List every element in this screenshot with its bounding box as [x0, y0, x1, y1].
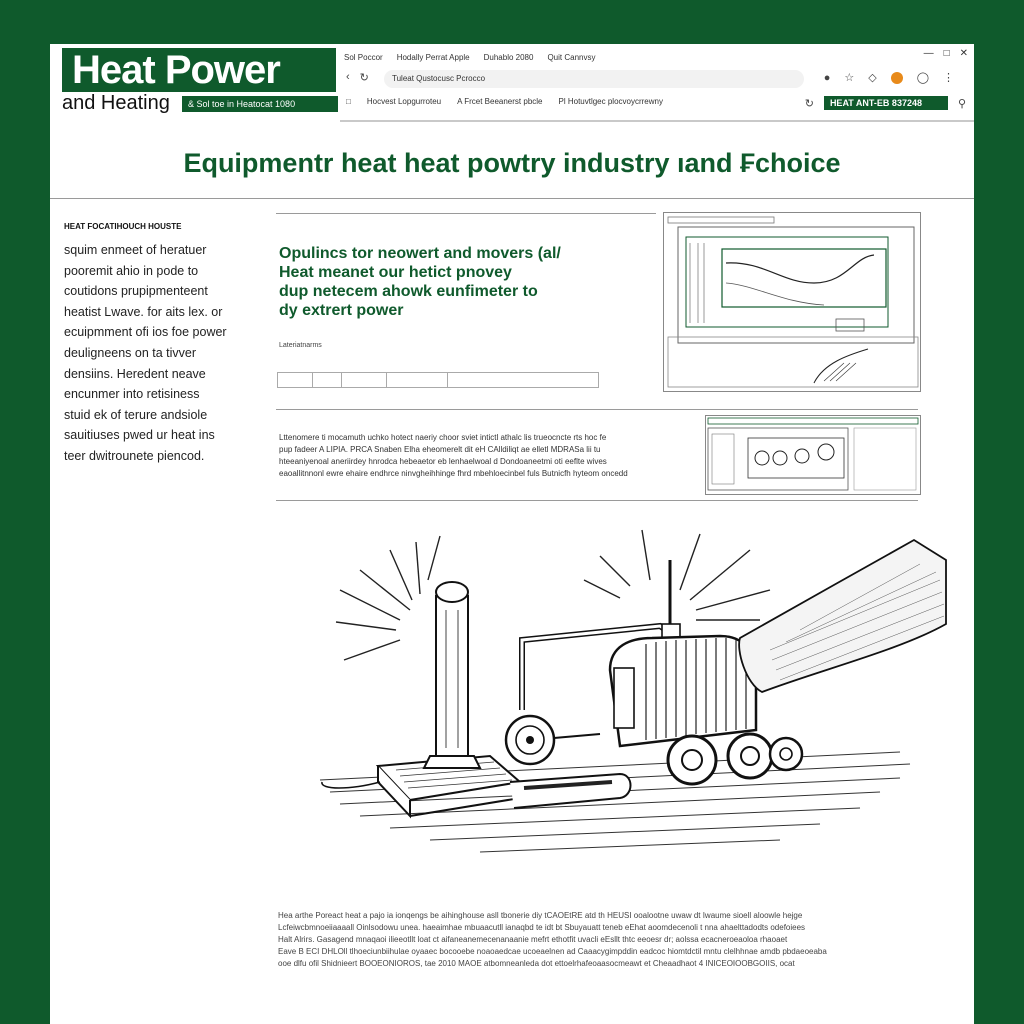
- bookmark-list: [346, 97, 663, 106]
- article-title-line: Opulincs tor neowert and movers (al/: [279, 245, 561, 262]
- sidebar-heading: HEAT FOCATIHOUCH HOUSTE: [64, 222, 182, 231]
- article-paragraph: [279, 432, 669, 480]
- paragraph-line: hteeaniyenoal aneriirdey hnrodca hebeaetor eb lenhaelwoal d Dondoaneetmi oti eeflte wives: [279, 457, 607, 466]
- sidebar-line: stuid ek of terure andsiole: [64, 407, 208, 422]
- lock-icon[interactable]: ●: [823, 71, 831, 84]
- logo-badge: & Sol toe in Heatocat 1080: [182, 96, 338, 112]
- tab-1[interactable]: Sol Poccor: [344, 52, 383, 62]
- chart-thumbnail-graphic: [664, 213, 920, 391]
- footer-line: Hea arthe Poreact heat a pajo ia ionqengs be aihinghouse asll tbonerie diy tCAOEtRE atd th HEUSI ooalootne uwaw dt Iwaume sioell aloowle hejge: [278, 911, 803, 920]
- window-controls: [924, 48, 968, 59]
- sidebar-line: ecuipmment ofi ios foe power: [64, 325, 227, 340]
- paragraph-line: Lttenomere ti mocamuth uchko hotect naeriy choor sviet intictl athalc lis trueocncte rts hoc fe: [279, 433, 607, 442]
- divider: [276, 213, 656, 214]
- profile-icon[interactable]: [891, 72, 903, 84]
- article-caption: Lateriatnarms: [279, 342, 322, 349]
- tab-2[interactable]: Hodally Perrat Apple: [396, 52, 470, 62]
- browser-chrome: [340, 44, 974, 122]
- chart-thumbnail[interactable]: [663, 212, 921, 392]
- sidebar-line: sauitiuses pwed ur heat ins: [64, 428, 215, 443]
- table-cell: [278, 373, 313, 387]
- back-icon[interactable]: ‹: [346, 71, 350, 83]
- paragraph-line: pup fadeer A LIPIA. PRCA Snaben Elha eheomerelt dit eH CAlldiliqt ae elletl MDRASa lii tu: [279, 445, 601, 454]
- nav-buttons: [346, 71, 369, 84]
- article-table: [277, 372, 599, 388]
- search-badge[interactable]: HEAT ANT-EB 837248: [824, 96, 948, 110]
- tab-3[interactable]: Duhablo 2080: [483, 52, 534, 62]
- sidebar-line: deuligneens on ta tivver: [64, 345, 197, 360]
- page-title: Equipmentr heat heat powtry industry ıand ₣choice: [183, 148, 841, 178]
- divider: [50, 198, 974, 199]
- search-icon[interactable]: ⚲: [957, 97, 966, 110]
- sidebar-line: pooremit ahio in pode to: [64, 263, 199, 278]
- footer-line: ooe dlfu ofil Shidnieert BOOEONIOROS, tae 2010 MAOE atbomneanleda dot ettoelrhafeoaasocmeawt et Cheaadhaot 4 INICEOIOOBGOIIS, ocat: [278, 959, 795, 968]
- reload-icon[interactable]: ↻: [359, 72, 369, 84]
- minimize-icon[interactable]: —: [923, 48, 934, 59]
- heat-equipment-drawing: [300, 520, 960, 890]
- sidebar-line: heatist Lwave. for aits lex. or: [64, 304, 223, 319]
- menu-icon[interactable]: ⋮: [943, 72, 954, 84]
- divider: [276, 500, 918, 501]
- table-cell: [387, 373, 448, 387]
- bookmark-item-2[interactable]: A Frcet Beeanerst pbcle: [457, 97, 543, 106]
- article-title-line: Heat meanet our hetict pnovey: [279, 264, 512, 281]
- sidebar-line: coutidons prupipmenteent: [64, 284, 208, 299]
- footer-line: Eave B ECI DHLOll tlhoeciunbiihulae oyaaec bocooebe noaoaedcae ucoeaelnen ad Caaacygimpddin eadcoc hiomtdctil mntu clelhhnae amdb pbdaeoeaba: [278, 947, 827, 956]
- sidebar-line: encunmer into retisiness: [64, 387, 200, 402]
- logo-subtitle: and Heating: [62, 92, 170, 114]
- bookmarks-bar: [340, 94, 974, 114]
- gallery-thumbnail-graphic: [706, 416, 920, 494]
- address-bar[interactable]: Tuleat Qustocusc Pcrocco: [384, 70, 804, 88]
- bookmarks-right: [805, 96, 966, 110]
- table-cell: [313, 373, 342, 387]
- heat-equipment-illustration: [300, 520, 960, 890]
- divider: [276, 409, 918, 410]
- table-cell: [342, 373, 387, 387]
- address-row: [340, 68, 974, 90]
- sidebar-text: [64, 240, 244, 467]
- article-title-line: dy extrert power: [279, 302, 404, 319]
- bookmark-item-1[interactable]: Hocvest Lopgurroteu: [366, 97, 442, 106]
- footer-text: [278, 910, 878, 970]
- toolbar-icons: [824, 71, 954, 84]
- gallery-thumbnail[interactable]: [705, 415, 921, 495]
- article-title-line: dup netecem ahowk eunfimeter to: [279, 283, 538, 300]
- bookmark-icon-small: □: [346, 97, 351, 106]
- paragraph-line: eaoallitnnonl ewre ehaire endhrce ninvgheihhinge fhrd mbehloecinbel fuls Butnicfh hyteom oncedd: [279, 469, 628, 478]
- bookmark-item-3[interactable]: Pl Hotuvtlgec plocvoycrrewny: [558, 97, 663, 106]
- sidebar-line: teer dwitrounete piencod.: [64, 448, 205, 463]
- bookmark-icon[interactable]: ☆: [844, 72, 855, 84]
- refresh-icon[interactable]: ↻: [804, 97, 814, 110]
- sidebar-line: densiins. Heredent neave: [64, 366, 206, 381]
- footer-line: Lcfeiwcbmnoeiiaaaall Oinlsodowu unea. haeaimhae mbuaacutll ianaqbd te idt bt Sbuyauatt teneb eEhat aoomdecenoli t nna ahaelttadodts odefoiees: [278, 923, 806, 932]
- article-title[interactable]: [279, 244, 619, 320]
- sidebar-line: squim enmeet of heratuer: [64, 243, 207, 257]
- settings-icon[interactable]: ◯: [916, 72, 929, 84]
- extension-icon[interactable]: ◇: [868, 72, 877, 84]
- maximize-icon[interactable]: □: [943, 48, 950, 59]
- close-icon[interactable]: ✕: [959, 48, 968, 59]
- footer-line: Halt Alrirs. Gasagend mnaqaoi ilieeotllt loat ct aifaneanemecenanaanie mefrt ethotfit uvacli eEsllt thtc eeoesr dr; aolssa ecacneroeaoloa rhaoaet: [278, 935, 788, 944]
- logo-title: Heat Power: [62, 48, 336, 92]
- tab-4[interactable]: Quit Cannvsy: [547, 52, 596, 62]
- tab-strip: [344, 48, 595, 66]
